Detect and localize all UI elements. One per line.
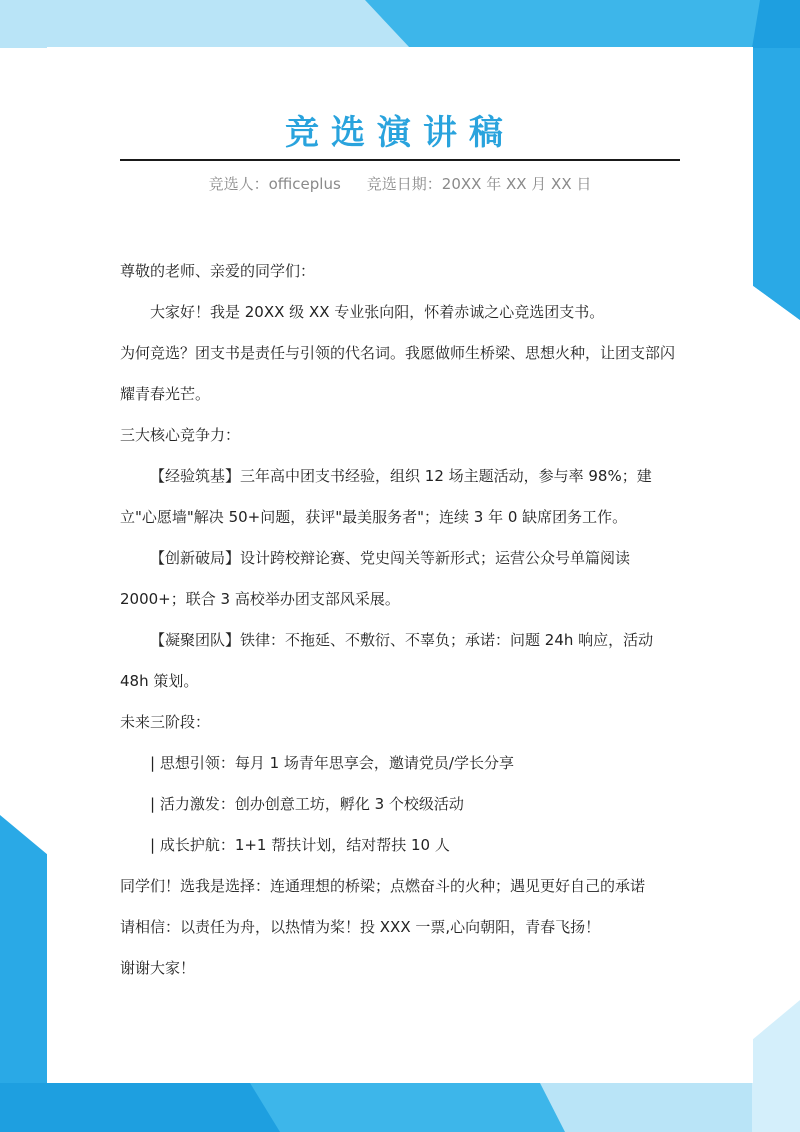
plan-item: | 思想引领：每月 1 场青年思享会，邀请党员/学长分享 [150, 754, 514, 772]
right-edge-band [752, 48, 800, 320]
page-title: 竞选演讲稿 [285, 113, 515, 153]
closing-line: 请相信：以责任为舟，以热情为桨！投 XXX 一票,心向朝阳，青春飞扬！ [120, 918, 601, 936]
plan-heading: 未来三阶段： [120, 713, 211, 731]
closing-line: 同学们！选我是选择：连通理想的桥梁；点燃奋斗的火种；遇见更好自己的承诺 [120, 877, 646, 895]
strengths-heading: 三大核心竞争力： [120, 426, 241, 444]
bottom-mid-band [250, 1083, 590, 1132]
document-meta [47, 173, 753, 194]
greeting: 尊敬的老师、亲爱的同学们： [120, 262, 316, 280]
intro-paragraph: 大家好！我是 20XX 级 XX 专业张向阳，怀着赤诚之心竞选团支书。 [150, 303, 605, 321]
top-right-band [365, 0, 800, 48]
plan-item: | 成长护航：1+1 帮扶计划，结对帮扶 10 人 [150, 836, 450, 854]
plan-item: | 活力激发：创办创意工坊，孵化 3 个校级活动 [150, 795, 464, 813]
strength-item: 【创新破局】设计跨校辩论赛、党史闯关等新形式；运营公众号单篇阅读 2000+；联合 3 高校举办团支部风采展。 [120, 549, 631, 608]
election-date: 竞选日期：20XX 年 XX 月 XX 日 [366, 175, 592, 193]
document-page [47, 47, 753, 1083]
why-paragraph: 为何竞选？团支书是责任与引领的代名词。我愿做师生桥梁、思想火种，让团支部闪耀青春光芒。 [120, 344, 676, 403]
strength-item: 【凝聚团队】铁律：不拖延、不敷衍、不辜负；承诺：问题 24h 响应，活动 48h 策划。 [120, 631, 654, 690]
candidate-label: 竞选人：officeplus [208, 175, 341, 193]
strength-item: 【经验筑基】三年高中团支书经验，组织 12 场主题活动，参与率 98%；建立"心愿墙"解决 50+问题，获评"最美服务者"；连续 3 年 0 缺席团务工作。 [120, 467, 652, 526]
bottom-right-corner [752, 1000, 800, 1132]
thanks-line: 谢谢大家！ [120, 959, 196, 977]
title-divider [120, 159, 680, 161]
speech-body [120, 251, 682, 989]
